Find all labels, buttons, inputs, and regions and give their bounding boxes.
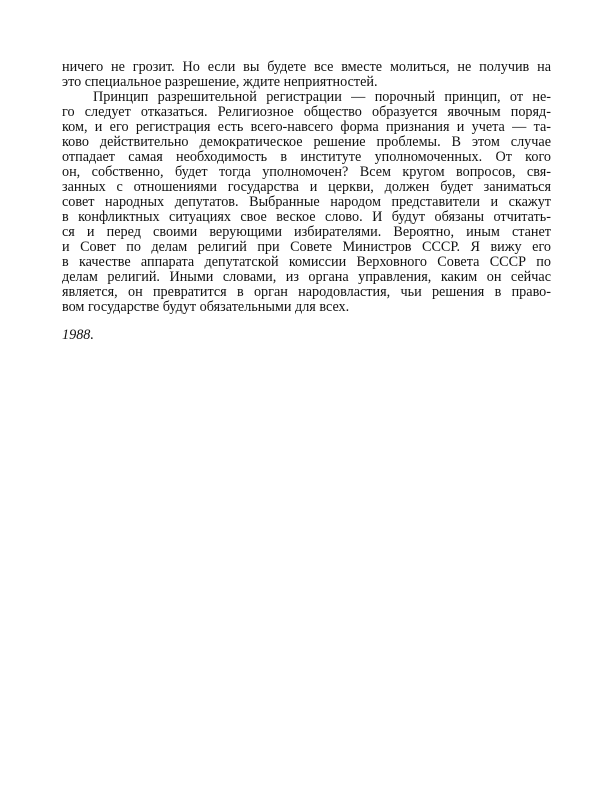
text-line: в качестве аппарата депутатской комиссии Верховного Совета СССР по: [62, 254, 551, 270]
text-line: он, собственно, будет тогда уполномочен? Всем кругом вопросов, свя-: [62, 164, 551, 180]
text-line: в конфликтных ситуациях свое веское слово. И будут обязаны отчитать-: [62, 209, 551, 225]
paragraph-1: [62, 60, 551, 90]
text-line: вом государстве будут обязательными для всех.: [62, 299, 350, 315]
text-line: ся и перед своими верующими избирателями. Вероятно, иным станет: [62, 224, 551, 240]
text-line: это специальное разрешение, ждите неприятностей.: [62, 74, 378, 90]
document-page: [62, 60, 551, 343]
text-line: ково действительно демократическое решение проблемы. В этом случае: [62, 134, 551, 150]
date: 1988.: [62, 327, 94, 343]
text-line: делам религий. Иными словами, из органа управления, каким он сейчас: [62, 269, 551, 285]
text-line: отпадает самая необходимость в институте уполномоченных. От кого: [62, 149, 551, 165]
text-line: является, он превратится в орган народовластия, чьи решения в право-: [62, 284, 551, 300]
text-line: Принцип разрешительной регистрации — порочный принцип, от не-: [93, 89, 551, 105]
text-line: совет народных депутатов. Выбранные народом представители и скажут: [62, 194, 551, 210]
text-line: ком, и его регистрация есть всего-навсего форма признания и учета — та-: [62, 119, 551, 135]
paragraph-2: [62, 90, 551, 315]
text-line: занных с отношениями государства и церкви, должен будет заниматься: [62, 179, 551, 195]
text-line: и Совет по делам религий при Совете Министров СССР. Я вижу его: [62, 239, 551, 255]
text-line: ничего не грозит. Но если вы будете все вместе молиться, не получив на: [62, 59, 551, 75]
text-line: го следует отказаться. Религиозное общество образуется явочным поряд-: [62, 104, 551, 120]
